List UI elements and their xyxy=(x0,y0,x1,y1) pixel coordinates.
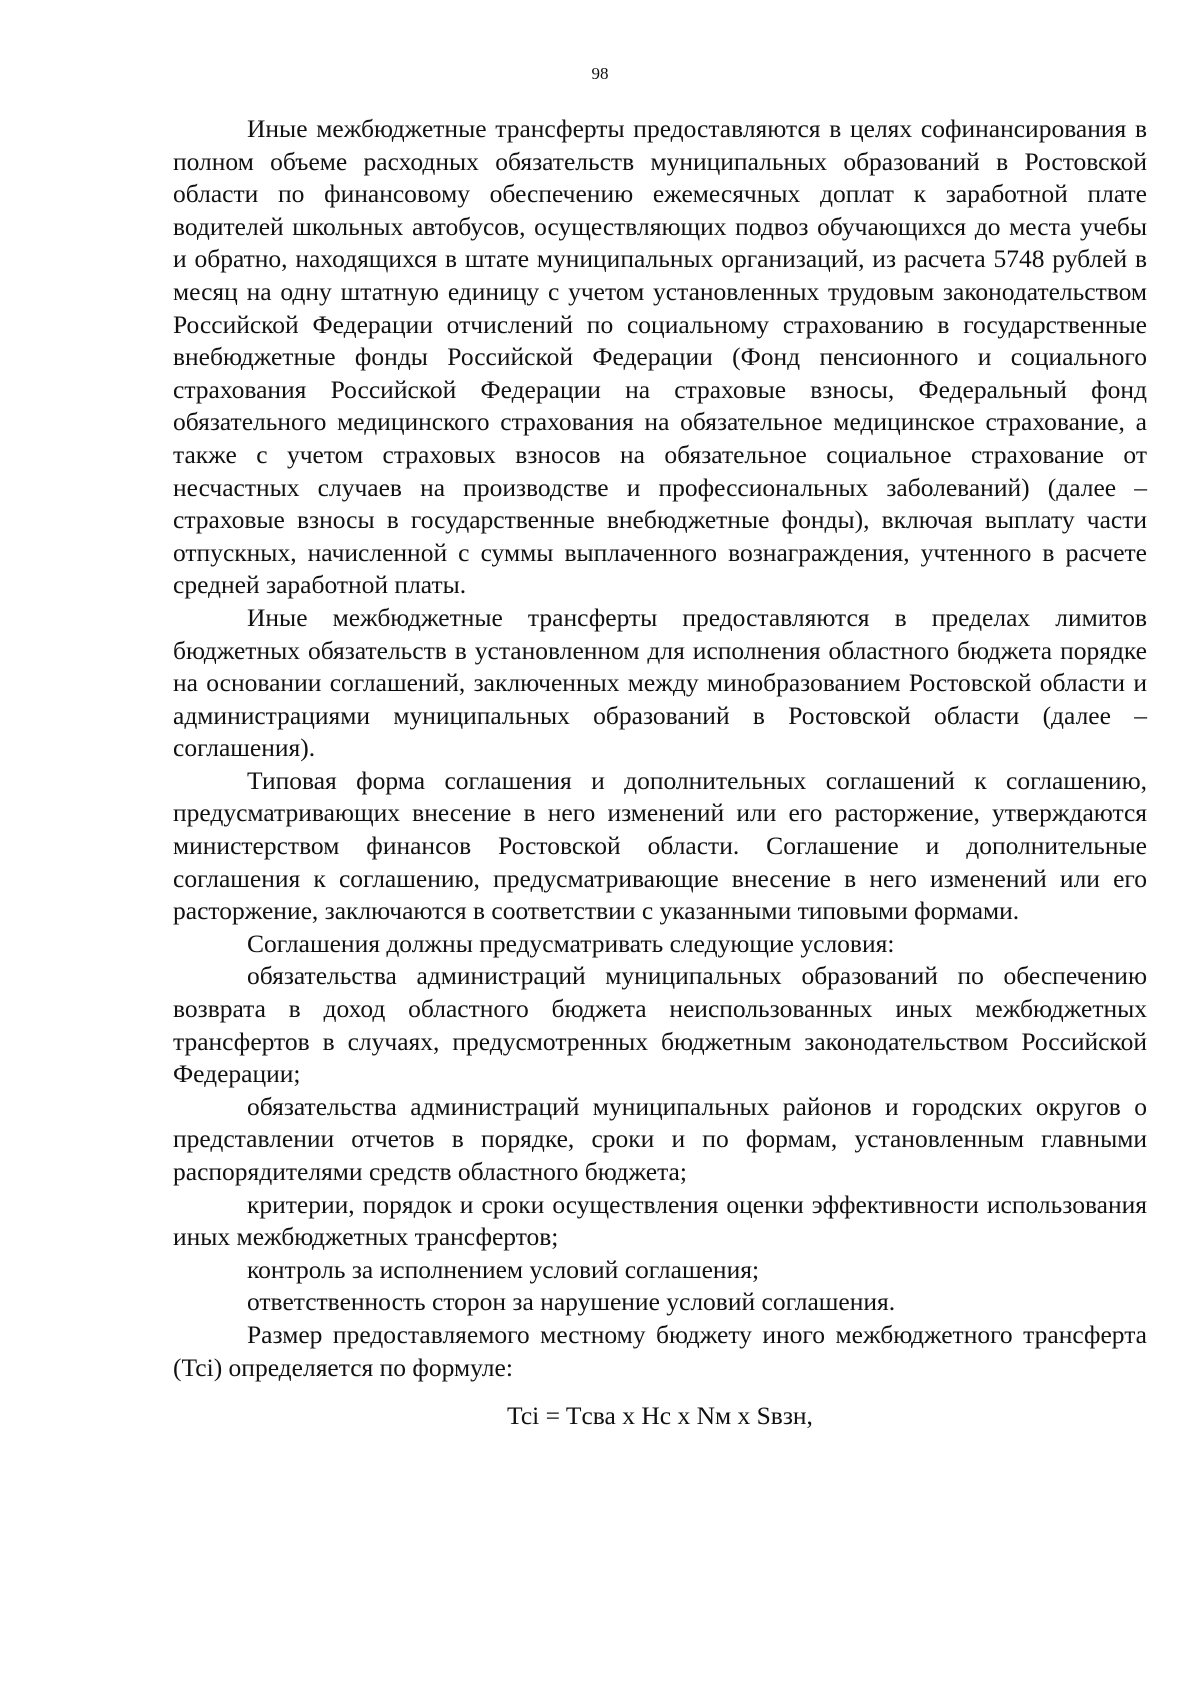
paragraph-transfers-purpose: Иные межбюджетные трансферты предоставляются в целях софинансирования в полном объеме расходных обязательств муниципальных образований в Ростовской области по финансовому обеспечению ежемесячных доплат к заработной плате водителей школьных автобусов, осуществляющих подвоз обучающихся до места учебы и обратно, находящихся в штате муниципальных организаций, из расчета 5748 рублей в месяц на одну штатную единицу с учетом установленных трудовым законодательством Российской Федерации отчислений по социальному страхованию в государственные внебюджетные фонды Российской Федерации (Фонд пенсионного и социального страхования Российской Федерации на страховые взносы, Федеральный фонд обязательного медицинского страхования на обязательное медицинское страхование, а также с учетом страховых взносов на обязательное социальное страхование от несчастных случаев на производстве и профессиональных заболеваний) (далее – страховые взносы в государственные внебюджетные фонды), включая выплату части отпускных, начисленной с суммы выплаченного вознаграждения, учтенного в расчете средней заработной платы. xyxy=(173,114,1147,600)
paragraph-transfers-limits: Иные межбюджетные трансферты предоставляются в пределах лимитов бюджетных обязательств в установленном для исполнения областного бюджета порядке на основании соглашений, заключенных между минобразованием Ростовской области и администрациями муниципальных образований в Ростовской области (далее – соглашения). xyxy=(173,602,1147,763)
document-body xyxy=(173,113,1147,1433)
paragraph-condition-reports: обязательства администраций муниципальных районов и городских округов о представлении отчетов в порядке, сроки и по формам, установленным главными распорядителями средств областного бюджета; xyxy=(173,1091,1147,1186)
paragraph-condition-control: контроль за исполнением условий соглашения; xyxy=(247,1254,760,1284)
paragraph-condition-refund: обязательства администраций муниципальных образований по обеспечению возврата в доход областного бюджета неиспользованных иных межбюджетных трансфертов в случаях, предусмотренных бюджетным законодательством Российской Федерации; xyxy=(173,961,1147,1089)
page-number: 98 xyxy=(591,64,609,83)
paragraph-condition-responsibility: ответственность сторон за нарушение условий соглашения. xyxy=(247,1287,896,1317)
paragraph-agreement-form: Типовая форма соглашения и дополнительных соглашений к соглашению, предусматривающих внесение в него изменений или его расторжение, утверждаются министерством финансов Ростовской области. Соглашение и дополнительные соглашения к соглашению, предусматривающие внесение в него изменений или его расторжение, заключаются в соответствии с указанными типовыми формами. xyxy=(173,765,1147,926)
paragraph-formula-intro: Размер предоставляемого местному бюджету иного межбюджетного трансферта (Tci) определяется по формуле: xyxy=(173,1319,1147,1382)
paragraph-agreement-conditions-intro: Соглашения должны предусматривать следующие условия: xyxy=(247,928,895,958)
paragraph-condition-efficiency: критерии, порядок и сроки осуществления оценки эффективности использования иных межбюджетных трансфертов; xyxy=(173,1189,1147,1252)
formula: Tci = Tсва х Нс х Nм х Sвзн, xyxy=(507,1401,813,1431)
